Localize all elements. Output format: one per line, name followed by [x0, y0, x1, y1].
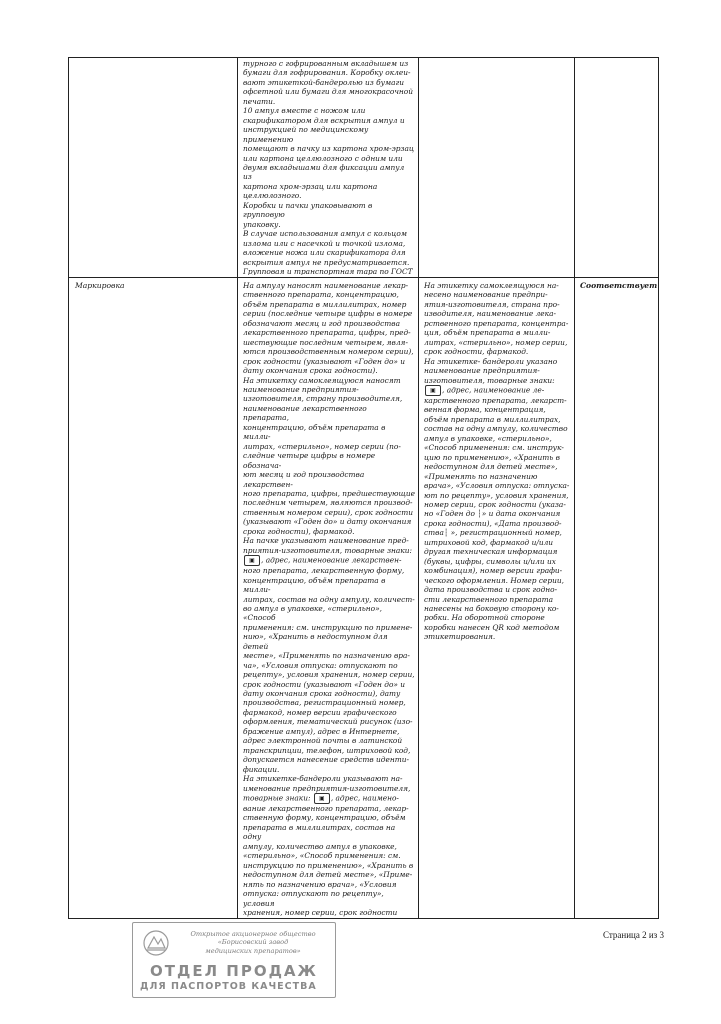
stamp-org-name: [172, 930, 334, 955]
text-line: нять по назначению врача», «Условия: [243, 879, 397, 889]
text-line: отпуска: отпускают по рецепту», условия: [243, 889, 384, 908]
trademark-symbol-icon: ▣: [314, 793, 330, 804]
text-line: этикетирования.: [424, 632, 496, 642]
text-line: обозначают месяц и год производства: [243, 318, 400, 328]
indicator-marking-label: Маркировка: [75, 281, 125, 290]
text-line: На этикетку самоклеящуюся на-: [424, 281, 559, 290]
factory-logo-icon: [140, 928, 172, 958]
text-line: применения: см. инструкцию по примене-: [243, 622, 413, 632]
column-divider: [237, 58, 238, 918]
stamp-department: ОТДЕЛ ПРОДАЖ: [150, 962, 318, 980]
marking-requirements-cell: [243, 281, 415, 919]
stamp-line1: Открытое акционерное общество: [190, 930, 316, 938]
text-line: другая техническая информация: [424, 547, 558, 557]
text-line: ства┆ », регистрационный номер,: [424, 528, 562, 538]
text-line: приятия-изготовителя, товарные знаки:: [243, 545, 412, 555]
text-line: ампулу, количество ампул в упаковке,: [243, 841, 397, 851]
text-line: ампул в упаковке, «стерильно»,: [424, 433, 552, 443]
text-line: ются производственным номером серии),: [243, 347, 414, 357]
text-line: дата производства и срок годно-: [424, 585, 558, 595]
text-line: состав на одну ампулу, количество: [424, 424, 568, 434]
text-line: излома или с насечкой и точкой излома,: [243, 238, 406, 248]
text-line: во ампул в упаковке, «стерильно», «Способ: [243, 603, 382, 623]
text-line: месте», «Применять по назначению вра-: [243, 651, 410, 661]
text-line: вложение ножа или скарификатора для: [243, 248, 406, 258]
row-divider: [69, 277, 658, 278]
text-line: нию», «Хранить в недоступном для детей: [243, 632, 388, 651]
marking-requirements-text: [243, 281, 415, 919]
text-line: следние четыре цифры в номере обознача-: [243, 451, 376, 470]
text-line: концентрацию, объём препарата в милли-: [243, 422, 386, 442]
column-divider: [574, 58, 575, 918]
text-line: ча», «Условия отпуска: отпускают по: [243, 660, 398, 670]
text-line: (буквы, цифры, символы и/или их: [424, 556, 556, 566]
text-line: помещают в пачку из картона хром-эрзац: [243, 144, 415, 154]
text-line: номер серии, срок годности (указа-: [424, 499, 566, 509]
text-line: серии (последние четыре цифры в номере: [243, 309, 413, 319]
text-line: препарата в миллилитрах, состав на одну: [243, 822, 396, 842]
text-line: картона хром-эрзац или картона: [243, 181, 378, 191]
text-line: ция, объём препарата в милли-: [424, 328, 551, 338]
text-line: хранения, номер серии, срок годности: [243, 908, 398, 917]
text-line: В случае использования ампул с кольцом: [243, 229, 407, 239]
text-line: комбинация), номер версии графи-: [424, 566, 563, 576]
text-line: «Способ применения: см. инструк-: [424, 443, 564, 453]
text-line: лекарственного препарата, цифры, пред-: [243, 328, 411, 338]
text-line: инструкцию по применению», «Хранить в: [243, 860, 414, 870]
text-line: вание лекарственного препарата, лекар-: [243, 804, 409, 814]
text-line: недоступном для детей месте»,: [424, 462, 558, 472]
text-line: ▣ , адрес, наименование ле-: [424, 385, 572, 396]
text-line: ственным номером серии), срок годности: [243, 507, 414, 517]
text-line: допускается нанесение средств иденти-: [243, 755, 409, 765]
text-line: целлюлозного.: [243, 191, 302, 201]
text-line: вают этикеткой-бандеролью из бумаги: [243, 77, 404, 87]
text-line: офсетной или бумаги для многокрасочной: [243, 87, 414, 97]
text-line: «стерильно», «Способ применения: см.: [243, 851, 401, 861]
text-line: Коробки и пачки упаковывают в групповую: [243, 200, 373, 220]
text-line: фикации.: [243, 764, 280, 774]
text-line: или картона целлюлозного с одним или: [243, 153, 403, 163]
text-line: объём препарата в миллилитрах, номер: [243, 299, 407, 309]
text-line: изводителя, наименование лека-: [424, 309, 556, 319]
text-line: упаковку.: [243, 219, 281, 229]
stamp-line2: «Борисовский завод: [217, 938, 289, 947]
text-line: нанесены на боковую сторону ко-: [424, 603, 559, 613]
conclusion-label: Соответствует: [580, 281, 658, 290]
text-line: концентрацию, объём препарата в милли-: [243, 575, 386, 595]
text-line: На пачке указывают наименование пред-: [243, 536, 409, 546]
quality-table: [68, 57, 659, 919]
text-line: наименование лекарственного препарата,: [243, 403, 367, 423]
text-line: инструкцией по медицинскому применению: [243, 125, 369, 144]
text-line: 10 ампул вместе с ножом или: [243, 106, 366, 116]
text-line: наименование предприятия-: [243, 384, 359, 394]
sales-department-stamp: [132, 922, 336, 998]
text-line: На этикетке- бандероли указано: [424, 356, 558, 366]
text-line: срок годности, фармакод.: [424, 347, 529, 357]
text-line: робки. На оборотной стороне: [424, 613, 545, 623]
text-line: производства, регистрационный номер,: [243, 698, 406, 708]
text-line: На этикетке-бандероли указывают на-: [243, 774, 403, 784]
text-line: сти лекарственного препарата: [424, 594, 554, 604]
text-line: изготовителя, товарные знаки:: [424, 375, 555, 385]
text-line: срока годности), «Дата производ-: [424, 518, 562, 528]
text-line: врача», «Условия отпуска: отпуска-: [424, 481, 570, 491]
trademark-symbol-icon: ▣: [244, 555, 260, 566]
stamp-line3: медицинских препаратов»: [205, 946, 301, 955]
text-line: На ампулу наносят наименование лекар-: [243, 281, 409, 290]
text-line: литрах, «стерильно», номер серии (по-: [243, 441, 401, 451]
text-line: товарные знаки: ▣ , адрес, наимено-: [243, 793, 399, 803]
text-line: ют месяц и год производства лекарствен-: [243, 470, 365, 489]
text-line: ственную форму, концентрацию, объём: [243, 813, 406, 823]
text-line: объём препарата в миллилитрах,: [424, 414, 561, 424]
packaging-requirements-text: [243, 59, 415, 275]
text-line: срок годности (указывают «Годен до» и: [243, 679, 406, 689]
text-line: ческого оформления. Номер серии,: [424, 575, 564, 585]
marking-results-cell: [424, 281, 572, 701]
text-line: но «Годен до ┆» и дата окончания: [424, 509, 561, 519]
packaging-requirements-cell: [243, 59, 415, 275]
text-line: турного с гофрированным вкладышем из: [243, 59, 409, 68]
text-line: На этикетку самоклеящуюся наносят: [243, 375, 401, 385]
text-line: фармакод, номер версии графического: [243, 707, 397, 717]
text-line: наименование предприятия-: [424, 366, 540, 376]
text-line: оформления, тематический рисунок (изо-: [243, 717, 413, 727]
text-line: изготовителя, страну производителя,: [243, 394, 403, 404]
text-line: [243, 917, 415, 919]
text-line: ют по рецепту», условия хранения,: [424, 490, 569, 500]
text-line: рецепту», условия хранения, номер серии,: [243, 670, 415, 680]
text-line: ▣ , адрес, наименование лекарствен-: [243, 555, 415, 566]
text-line: транскрипции, телефон, штриховой код,: [243, 745, 411, 755]
text-line: бражение ампул), адрес в Интернете,: [243, 726, 400, 736]
text-line: скарификатором для вскрытия ампул и: [243, 115, 405, 125]
text-line: (указывают «Годен до» и дату окончания: [243, 517, 412, 527]
text-line: литрах, «стерильно», номер серии,: [424, 337, 568, 347]
text-line: дату окончания срока годности), дату: [243, 689, 401, 699]
text-line: венная форма, концентрация,: [424, 405, 546, 415]
text-line: ного препарата, лекарственную форму,: [243, 566, 405, 576]
text-line: последним четырем, являются производ-: [243, 498, 413, 508]
text-line: литрах, состав на одну ампулу, количест-: [243, 594, 415, 604]
text-line: шествующие последним четырем, явля-: [243, 337, 408, 347]
text-line: бумаги для гофрирования. Коробку оклеи-: [243, 68, 411, 78]
text-line: штриховой код, фармакод и/или: [424, 537, 554, 547]
text-line: адрес электронной почты в латинской: [243, 736, 403, 746]
text-line: вскрытия ампул не предусматривается.: [243, 257, 410, 267]
text-line: рственного препарата, концентра-: [424, 318, 569, 328]
stamp-subtitle: ДЛЯ ПАСПОРТОВ КАЧЕСТВА: [140, 981, 317, 992]
text-line: «Применять по назначению: [424, 471, 538, 481]
text-line: срок годности (указывают «Годен до» и: [243, 356, 406, 366]
text-line: печати.: [243, 96, 276, 106]
text-line: ственного препарата, концентрацию,: [243, 290, 399, 300]
text-line: карственного препарата, лекарст-: [424, 395, 567, 405]
text-line: ного препарата, цифры, предшествующие: [243, 488, 415, 498]
text-line: ятия-изготовителя, страна про-: [424, 299, 560, 309]
text-line: несено наименование предпри-: [424, 290, 548, 300]
text-line: цию по применению», «Хранить в: [424, 452, 560, 462]
text-line: срока годности), фармакод.: [243, 526, 355, 536]
text-line: недоступном для детей месте», «Приме-: [243, 870, 413, 880]
text-line: коробки нанесен QR код методом: [424, 622, 560, 632]
text-line: дату окончания срока годности).: [243, 366, 378, 376]
trademark-symbol-icon: ▣: [425, 385, 441, 396]
page-number: Страница 2 из 3: [603, 930, 664, 940]
text-line: Групповая и транспортная тара по ГОСТ: [243, 266, 413, 275]
text-line: двумя вкладышами для фиксации ампул из: [243, 162, 405, 182]
column-divider: [418, 58, 419, 918]
text-line: именование предприятия-изготовителя,: [243, 783, 411, 793]
marking-results-text: [424, 281, 572, 642]
